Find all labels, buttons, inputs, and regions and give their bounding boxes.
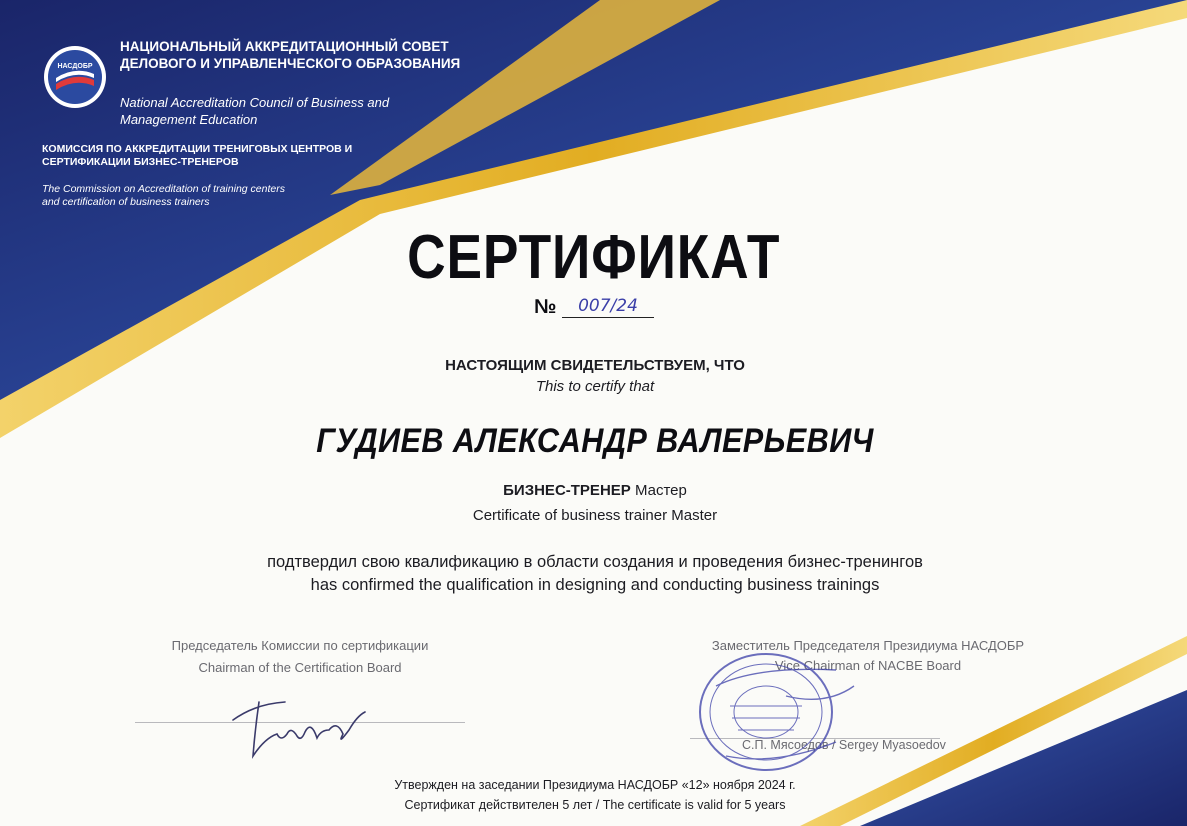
certify-statement-ru: НАСТОЯЩИМ СВИДЕТЕЛЬСТВУЕМ, ЧТО (445, 357, 745, 374)
validity-note: Сертификат действителен 5 лет / The certificate is valid for 5 years (404, 798, 786, 812)
confirmation-en: has confirmed the qualification in designing and conducting business trainings (310, 576, 880, 594)
certificate-title: СЕРТИФИКАТ (407, 223, 781, 292)
logo-text: НАСДОБР (57, 63, 93, 70)
right-signatory-title-ru: Заместитель Председателя Президиума НАСДОБР (711, 638, 1025, 653)
confirmation-ru: подтвердил свою квалификацию в области создания и проведения бизнес-тренингов (267, 553, 923, 571)
certify-statement-en: This to certify that (535, 378, 655, 395)
approval-note: Утвержден на заседании Президиума НАСДОБР «12» ноября 2024 г. (394, 778, 796, 792)
certificate-number-value: 007/24 (562, 296, 654, 318)
organization-name-en: National Accreditation Council of Business and Management Education (120, 95, 390, 127)
recipient-name: ГУДИЕВ АЛЕКСАНДР ВАЛЕРЬЕВИЧ (316, 422, 874, 460)
commission-name-ru: КОМИССИЯ ПО АККРЕДИТАЦИИ ТРЕНИГОВЫХ ЦЕНТРОВ И СЕРТИФИКАЦИИ БИЗНЕС-ТРЕНЕРОВ (42, 143, 353, 168)
certificate-number-label: № (534, 296, 557, 318)
right-signatory-name: С.П. Мясоедов / Sergey Myasoedov (742, 738, 946, 752)
commission-name-en: The Commission on Accreditation of training centers and certification of business trainers (42, 183, 285, 208)
right-signatory-title-en: Vice Chairman of NACBE Board (774, 658, 962, 673)
left-handwritten-signature (225, 690, 385, 760)
left-signatory-title-ru: Председатель Комиссии по сертификации (171, 638, 429, 653)
left-signatory-title-en: Chairman of the Certification Board (198, 660, 402, 675)
certificate-level-en: Certificate of business trainer Master (472, 507, 718, 524)
official-stamp (686, 646, 858, 774)
certificate-level-rest: Мастер (630, 482, 687, 499)
certificate-level (0, 482, 1187, 499)
certificate-level-bold: БИЗНЕС-ТРЕНЕР (503, 482, 631, 499)
organization-name-ru: НАЦИОНАЛЬНЫЙ АККРЕДИТАЦИОННЫЙ СОВЕТ ДЕЛОВОГО И УПРАВЛЕНЧЕСКОГО ОБРАЗОВАНИЯ (120, 39, 461, 71)
nasdobr-logo (42, 44, 108, 110)
